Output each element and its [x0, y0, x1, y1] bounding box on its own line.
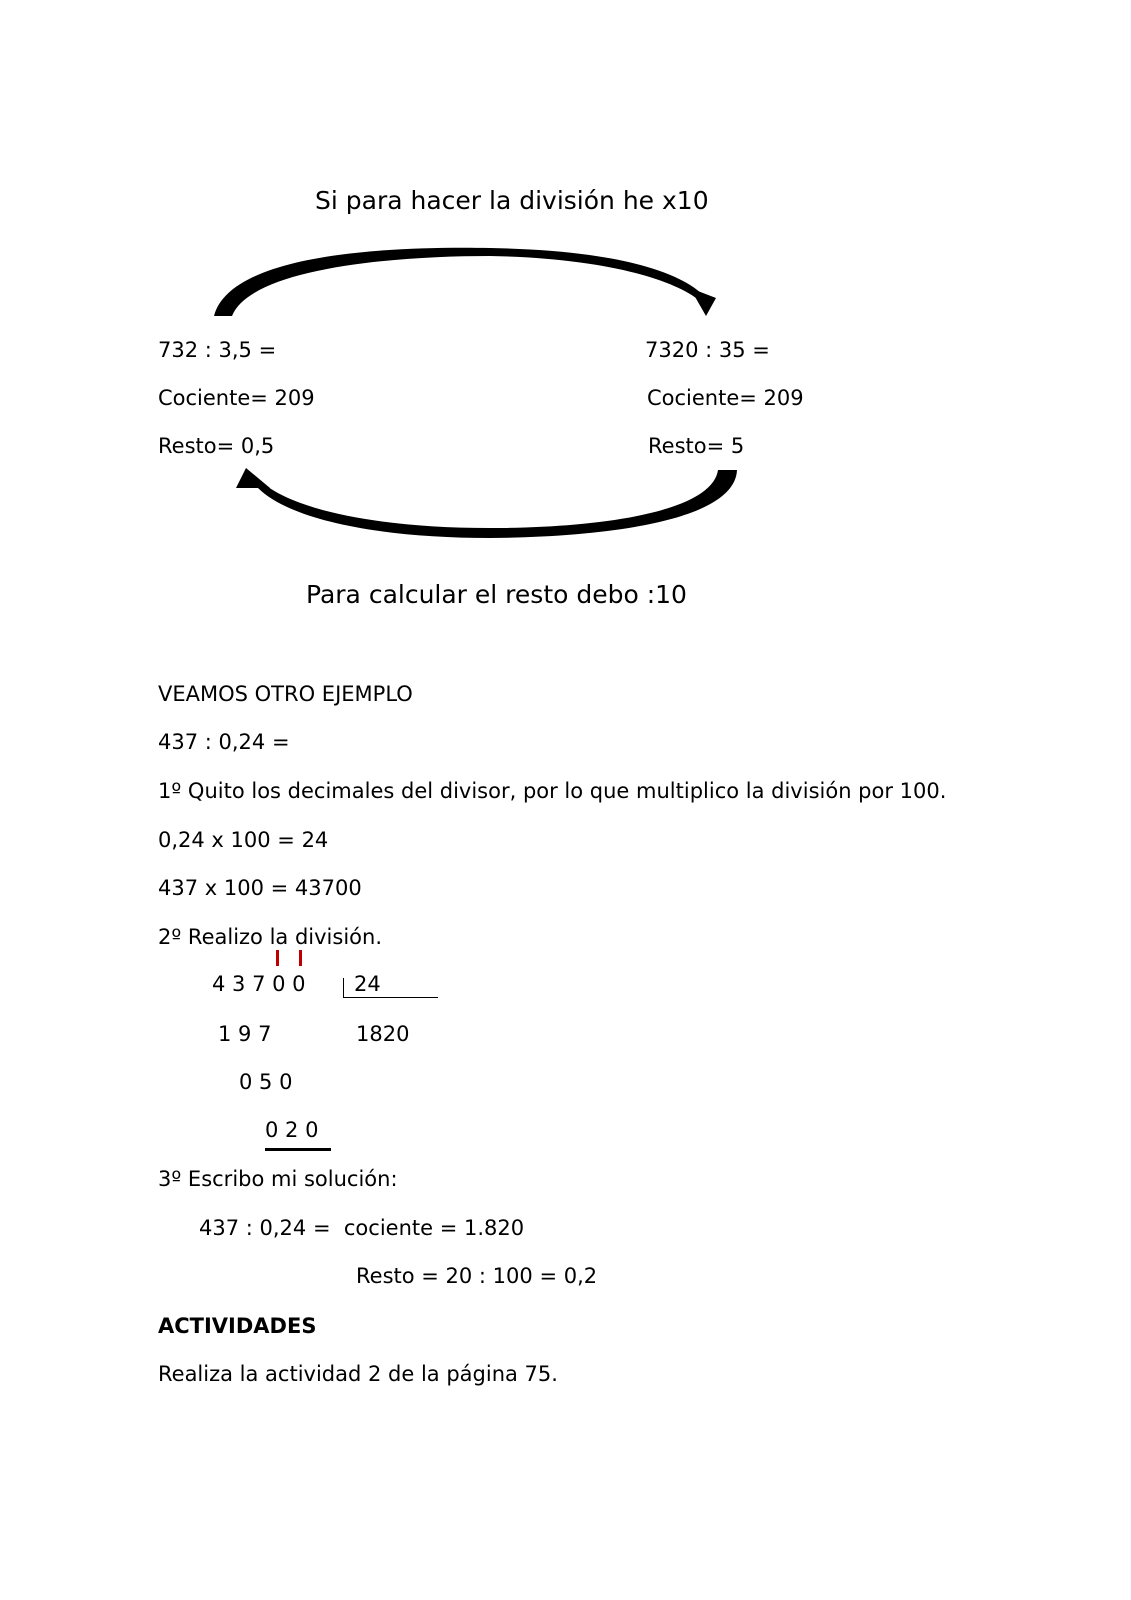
- division-partial-1: 1 9 7: [218, 1022, 272, 1046]
- tick-mark: [299, 950, 302, 966]
- division-dividend: 4 3 7 0 0: [212, 972, 306, 996]
- division-divisor: 24: [354, 972, 381, 996]
- example-heading: VEAMOS OTRO EJEMPLO: [158, 682, 413, 706]
- calc-2: 437 x 100 = 43700: [158, 876, 362, 900]
- activities-heading: ACTIVIDADES: [158, 1314, 317, 1338]
- activities-text: Realiza la actividad 2 de la página 75.: [158, 1362, 558, 1386]
- solution-line-1: 437 : 0,24 = cociente = 1.820: [199, 1216, 525, 1240]
- step-2: 2º Realizo la división.: [158, 925, 382, 949]
- right-operation: 7320 : 35 =: [645, 338, 770, 362]
- division-quotient: 1820: [356, 1022, 410, 1046]
- step-1: 1º Quito los decimales del divisor, por lo que multiplico la división por 100.: [158, 779, 947, 803]
- left-operation: 732 : 3,5 =: [158, 338, 277, 362]
- top-arrow: [214, 248, 705, 316]
- calc-1: 0,24 x 100 = 24: [158, 828, 329, 852]
- step-3: 3º Escribo mi solución:: [158, 1167, 398, 1191]
- bottom-arrow: [258, 470, 737, 538]
- tick-mark: [276, 950, 279, 966]
- bottom-caption: Para calcular el resto debo :10: [306, 580, 687, 609]
- division-bracket-vertical: [343, 978, 344, 998]
- example-operation: 437 : 0,24 =: [158, 730, 290, 754]
- division-remainder: 0 2 0: [265, 1118, 319, 1142]
- remainder-underline: [265, 1148, 331, 1151]
- right-remainder: Resto= 5: [648, 434, 745, 458]
- right-quotient: Cociente= 209: [647, 386, 804, 410]
- left-quotient: Cociente= 209: [158, 386, 315, 410]
- top-caption: Si para hacer la división he x10: [315, 186, 709, 215]
- division-partial-2: 0 5 0: [239, 1070, 293, 1094]
- top-arrow-head: [690, 288, 716, 316]
- left-remainder: Resto= 0,5: [158, 434, 275, 458]
- division-bracket-horizontal: [343, 997, 438, 998]
- solution-line-2: Resto = 20 : 100 = 0,2: [356, 1264, 598, 1288]
- bottom-arrow-head: [236, 468, 270, 488]
